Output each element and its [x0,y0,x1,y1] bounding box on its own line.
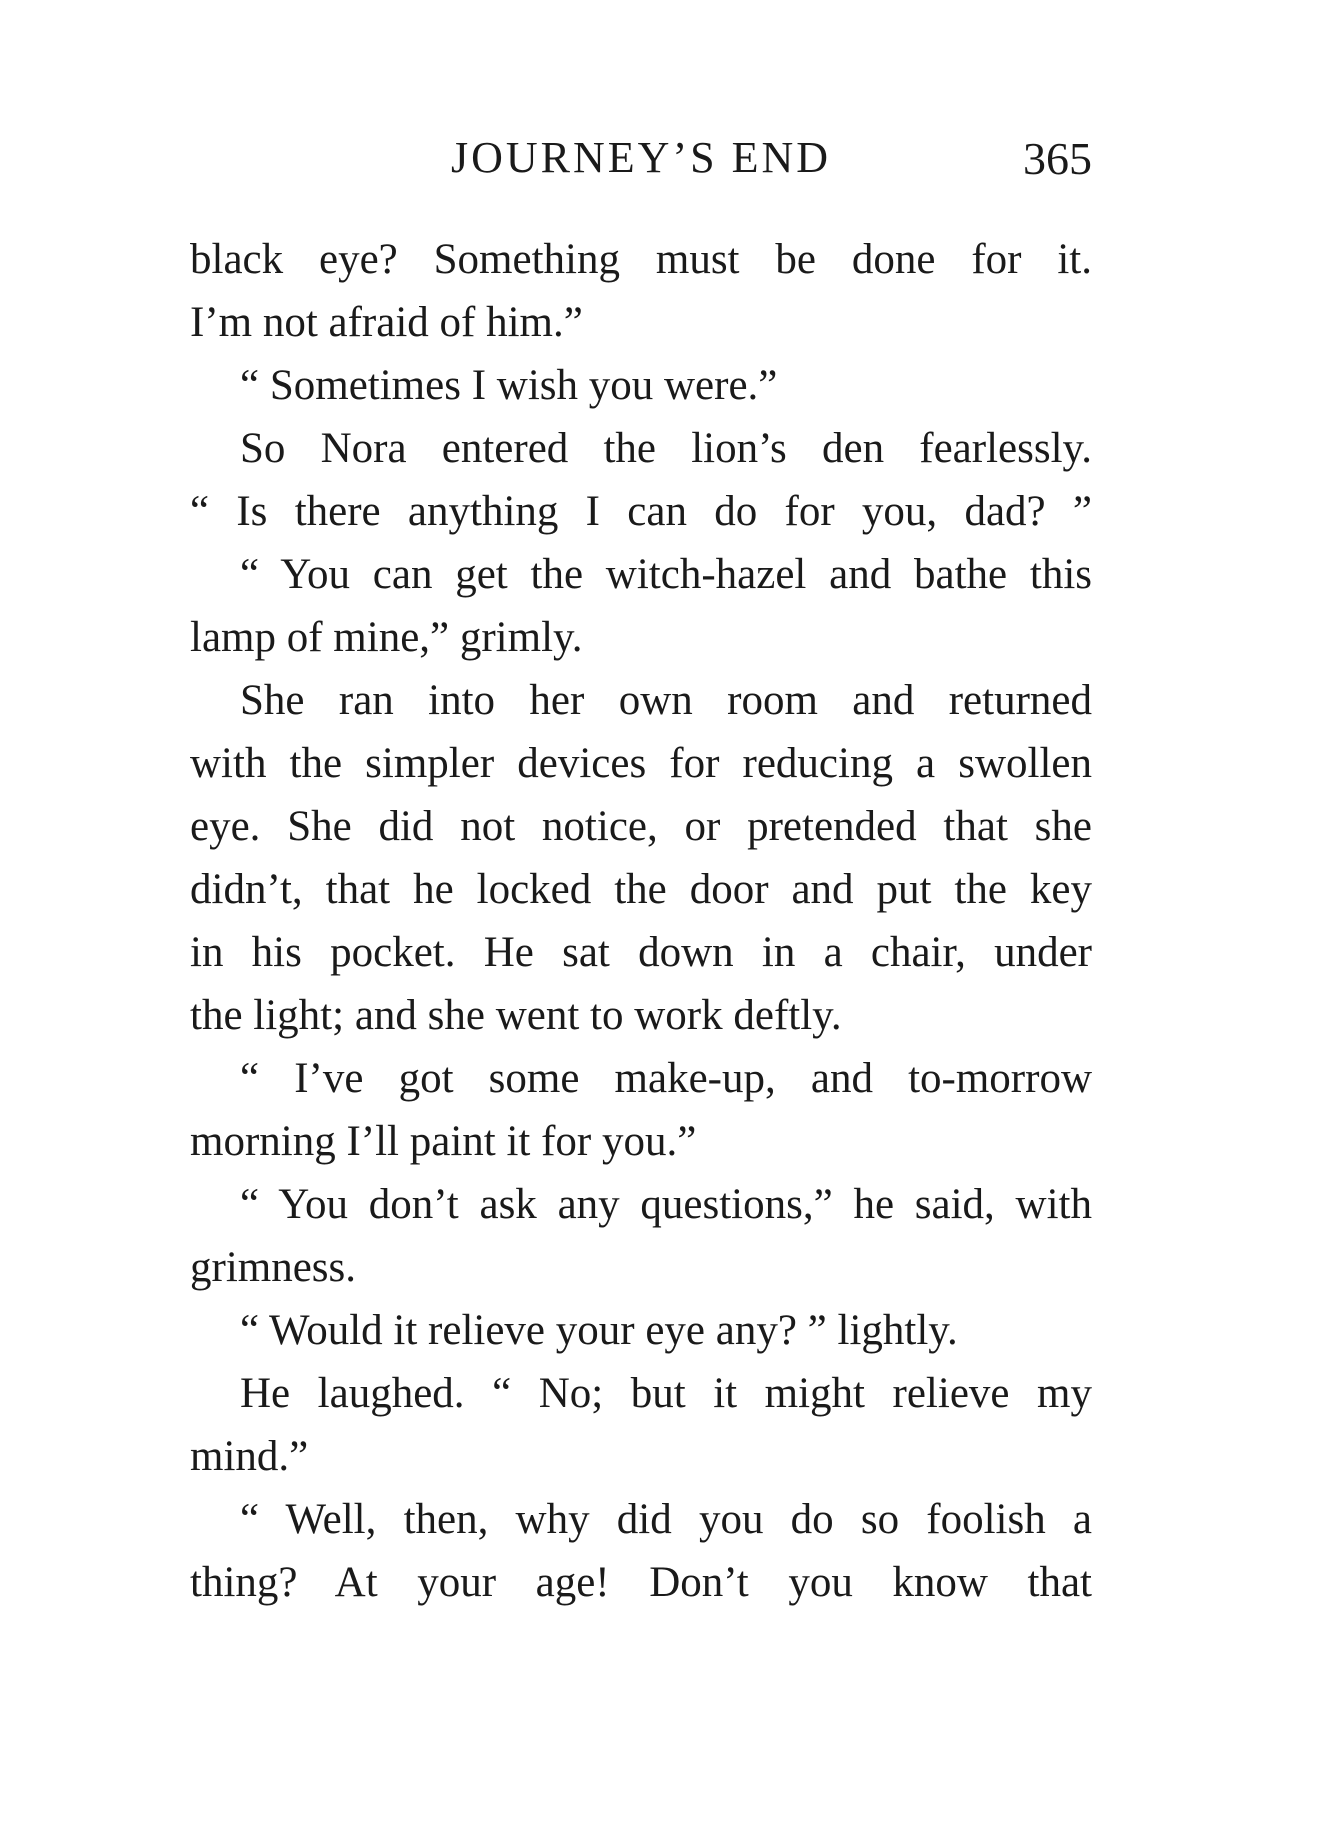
running-head [190,132,1092,192]
text-line: “ Sometimes I wish you were.” [240,362,778,409]
text-line: morning I’ll paint it for you.” [190,1118,697,1165]
text-line: “ You don’t ask any questions,” he said, with [240,1181,1092,1228]
text-line: mind.” [190,1433,309,1480]
text-line: lamp of mine,” grimly. [190,614,583,661]
text-line: She ran into her own room and returned [240,677,1092,724]
page-number: 365 [1023,133,1092,184]
running-title: JOURNEY’S END [451,133,831,182]
text-line: “ Well, then, why did you do so foolish a [240,1496,1092,1543]
text-line: “ Is there anything I can do for you, dad? ” [190,488,1092,535]
text-line: black eye? Something must be done for it. [190,236,1092,283]
text-line: “ Would it relieve your eye any? ” lightly. [240,1307,958,1354]
text-line: He laughed. “ No; but it might relieve my [240,1370,1092,1417]
body-text [190,228,1092,1614]
text-line: eye. She did not notice, or pretended that she [190,803,1092,850]
text-line: didn’t, that he locked the door and put the key [190,866,1092,913]
text-line: grimness. [190,1244,357,1291]
text-line: So Nora entered the lion’s den fearlessly. [240,425,1092,472]
text-line: I’m not afraid of him.” [190,299,583,346]
text-line: with the simpler devices for reducing a swollen [190,740,1092,787]
text-line: “ You can get the witch-hazel and bathe this [240,551,1092,598]
text-line: in his pocket. He sat down in a chair, under [190,929,1092,976]
text-line: thing? At your age! Don’t you know that [190,1559,1092,1606]
text-line: the light; and she went to work deftly. [190,992,842,1039]
text-line: “ I’ve got some make-up, and to-morrow [240,1055,1092,1102]
